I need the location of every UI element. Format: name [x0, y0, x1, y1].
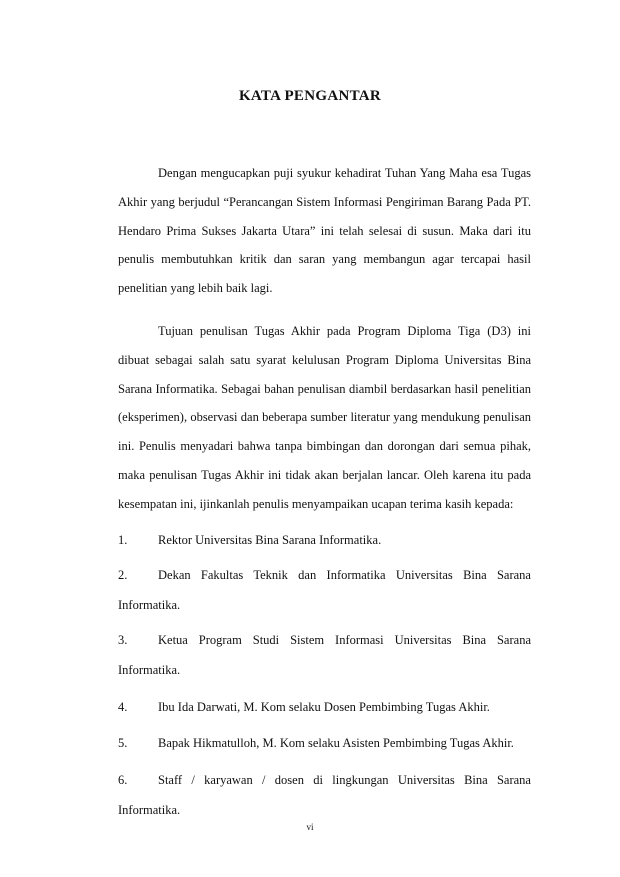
- list-item-text: Ibu Ida Darwati, M. Kom selaku Dosen Pembimbing Tugas Akhir.: [158, 700, 490, 714]
- list-item: [118, 728, 531, 758]
- list-item: [118, 525, 531, 555]
- list-item-text: Dekan Fakultas Teknik dan Informatika Universitas Bina Sarana Informatika.: [118, 568, 531, 612]
- list-item-number: 1.: [118, 533, 128, 547]
- list-item-number: 2.: [118, 568, 128, 582]
- list-item-text: Ketua Program Studi Sistem Informasi Universitas Bina Sarana Informatika.: [118, 633, 531, 677]
- list-item-number: 4.: [118, 700, 128, 714]
- list-item: [118, 692, 531, 722]
- page-number: vi: [306, 822, 314, 832]
- list-item-text: Rektor Universitas Bina Sarana Informatika.: [158, 533, 382, 547]
- list-item-number: 3.: [118, 633, 128, 647]
- paragraph-purpose: Tujuan penulisan Tugas Akhir pada Program Diploma Tiga (D3) ini dibuat sebagai salah satu syarat kelulusan Program Diploma Universitas Bina Sarana Informatika. Sebagai bahan penulisan diambil berdasarkan hasil penelitian (eksperimen), observasi dan beberapa sumber literatur yang mendukung penulisan ini. Penulis menyadari bahwa tanpa bimbingan dan dorongan dari semua pihak, maka penulisan Tugas Akhir ini tidak akan berjalan lancar. Oleh karena itu pada kesempatan ini, ijinkanlah penulis menyampaikan ucapan terima kasih kepada:: [118, 324, 531, 511]
- list-item: [118, 560, 531, 620]
- page-title: KATA PENGANTAR: [238, 88, 382, 104]
- list-item-text: Bapak Hikmatulloh, M. Kom selaku Asisten Pembimbing Tugas Akhir.: [158, 736, 514, 750]
- paragraph-intro: Dengan mengucapkan puji syukur kehadirat Tuhan Yang Maha esa Tugas Akhir yang berjudul “Perancangan Sistem Informasi Pengiriman Barang Pada PT. Hendaro Prima Sukses Jakarta Utara” ini telah selesai di susun. Maka dari itu penulis membutuhkan kritik dan saran yang membangun agar tercapai hasil penelitian yang lebih baik lagi.: [118, 166, 531, 296]
- list-item: [118, 625, 531, 685]
- list-item-text: Staff / karyawan / dosen di lingkungan Universitas Bina Sarana Informatika.: [118, 773, 531, 817]
- list-item: [118, 765, 531, 825]
- list-item-number: 6.: [118, 773, 128, 787]
- list-item-number: 5.: [118, 736, 128, 750]
